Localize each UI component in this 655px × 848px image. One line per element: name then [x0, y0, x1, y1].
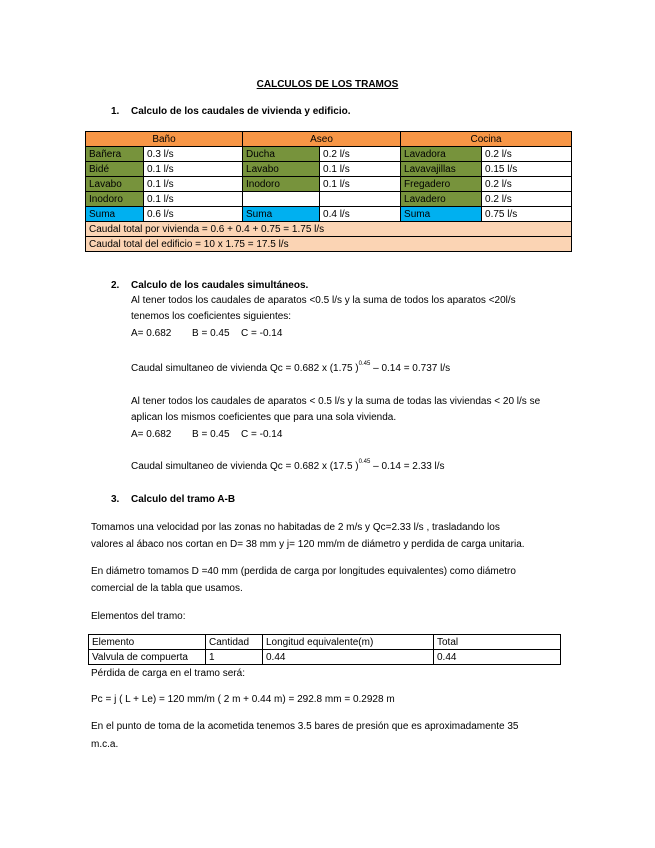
section-1-heading: Calculo de los caudales de vivienda y edificio.: [131, 106, 351, 117]
table-row: [86, 162, 572, 177]
header-total: Total: [434, 635, 561, 650]
cell: [243, 192, 320, 207]
table-row: [86, 192, 572, 207]
formula-perdida: Pc = j ( L + Le) = 120 mm/m ( 2 m + 0.44 m) = 292.8 mm = 0.2928 m: [91, 694, 395, 705]
cell: 0.2 l/s: [482, 177, 572, 192]
table-row: [86, 177, 572, 192]
cell: 0.1 l/s: [144, 177, 243, 192]
cell: Bañera: [86, 147, 144, 162]
coef-b: B = 0.45: [192, 328, 230, 339]
paragraph: En el punto de toma de la acometida tenemos 3.5 bares de presión que es aproximadamente 35: [91, 721, 519, 732]
paragraph: En diámetro tomamos D =40 mm (perdida de carga por longitudes equivalentes) como diámetro: [91, 566, 516, 577]
coef-b: B = 0.45: [192, 429, 230, 440]
cell: 0.2 l/s: [320, 147, 401, 162]
coef-a: A= 0.682: [131, 429, 172, 440]
paragraph: aplican los mismos coeficientes que para una sola vivienda.: [131, 412, 397, 423]
header-bano: Baño: [86, 132, 243, 147]
elementos-table: [88, 634, 561, 665]
cell: Lavadora: [401, 147, 482, 162]
section-3-number: 3.: [111, 494, 120, 505]
cell: Lavabo: [86, 177, 144, 192]
cell: 0.1 l/s: [144, 192, 243, 207]
cell: 0.2 l/s: [482, 192, 572, 207]
cell: 0.15 l/s: [482, 162, 572, 177]
cell: Suma: [86, 207, 144, 222]
paragraph: Al tener todos los caudales de aparatos < 0.5 l/s y la suma de todas las viviendas < 20 l/s se: [131, 396, 541, 407]
paragraph: tenemos los coeficientes siguientes:: [131, 311, 292, 322]
formula-vivienda: [131, 362, 450, 375]
table-row: [89, 650, 561, 665]
cell: 0.75 l/s: [482, 207, 572, 222]
paragraph: Pérdida de carga en el tramo será:: [91, 668, 245, 679]
paragraph: Elementos del tramo:: [91, 611, 186, 622]
total-vivienda-row: [86, 222, 572, 237]
table-header-row: [86, 132, 572, 147]
section-1-number: 1.: [111, 106, 120, 117]
section-2-number: 2.: [111, 280, 120, 291]
page-title: CALCULOS DE LOS TRAMOS: [256, 79, 399, 90]
cell: Fregadero: [401, 177, 482, 192]
header-cocina: Cocina: [401, 132, 572, 147]
header-elemento: Elemento: [89, 635, 206, 650]
table-sum-row: [86, 207, 572, 222]
formula-text: Caudal simultaneo de vivienda Qc = 0.682 x (17.5 ): [131, 461, 359, 472]
cell: 0.6 l/s: [144, 207, 243, 222]
paragraph: m.c.a.: [91, 739, 119, 750]
total-vivienda: Caudal total por vivienda = 0.6 + 0.4 + 0.75 = 1.75 l/s: [86, 222, 572, 237]
cell: 0.44: [434, 650, 561, 665]
paragraph: Tomamos una velocidad por las zonas no habitadas de 2 m/s y Qc=2.33 l/s , trasladando los: [91, 522, 500, 533]
table-row: [86, 147, 572, 162]
cell: Ducha: [243, 147, 320, 162]
coef-a: A= 0.682: [131, 328, 172, 339]
coef-c: C = -0.14: [241, 328, 283, 339]
cell: 0.2 l/s: [482, 147, 572, 162]
cell: Lavadero: [401, 192, 482, 207]
cell: Lavavajillas: [401, 162, 482, 177]
cell: Lavabo: [243, 162, 320, 177]
section-2-heading: Calculo de los caudales simultáneos.: [131, 280, 309, 291]
total-edificio-row: [86, 237, 572, 252]
cell: 1: [206, 650, 263, 665]
cell: 0.4 l/s: [320, 207, 401, 222]
paragraph: comercial de la tabla que usamos.: [91, 583, 243, 594]
cell: 0.1 l/s: [320, 162, 401, 177]
total-edificio: Caudal total del edificio = 10 x 1.75 = 17.5 l/s: [86, 237, 572, 252]
formula-exponent: 0.45: [358, 459, 371, 465]
header-cantidad: Cantidad: [206, 635, 263, 650]
cell: 0.1 l/s: [320, 177, 401, 192]
cell: [320, 192, 401, 207]
caudales-table: [85, 131, 572, 252]
cell: Inodoro: [86, 192, 144, 207]
cell: Suma: [243, 207, 320, 222]
cell: Inodoro: [243, 177, 320, 192]
coef-c: C = -0.14: [241, 429, 283, 440]
header-aseo: Aseo: [243, 132, 401, 147]
formula-result: – 0.14 = 2.33 l/s: [370, 461, 445, 472]
cell: Suma: [401, 207, 482, 222]
formula-text: Caudal simultaneo de vivienda Qc = 0.682 x (1.75 ): [131, 363, 359, 374]
formula-result: – 0.14 = 0.737 l/s: [370, 363, 451, 374]
cell: 0.44: [263, 650, 434, 665]
header-longitud: Longitud equivalente(m): [263, 635, 434, 650]
paragraph: valores al ábaco nos cortan en D= 38 mm y j= 120 mm/m de diámetro y perdida de carga unitaria.: [91, 539, 525, 550]
cell: Valvula de compuerta: [89, 650, 206, 665]
cell: 0.3 l/s: [144, 147, 243, 162]
formula-edificio: [131, 460, 445, 473]
section-3-heading: Calculo del tramo A-B: [131, 494, 236, 505]
formula-exponent: 0.45: [358, 361, 371, 367]
paragraph: Al tener todos los caudales de aparatos <0.5 l/s y la suma de todos los aparatos <20l/s: [131, 295, 516, 306]
cell: 0.1 l/s: [144, 162, 243, 177]
cell: Bidé: [86, 162, 144, 177]
table-header-row: [89, 635, 561, 650]
